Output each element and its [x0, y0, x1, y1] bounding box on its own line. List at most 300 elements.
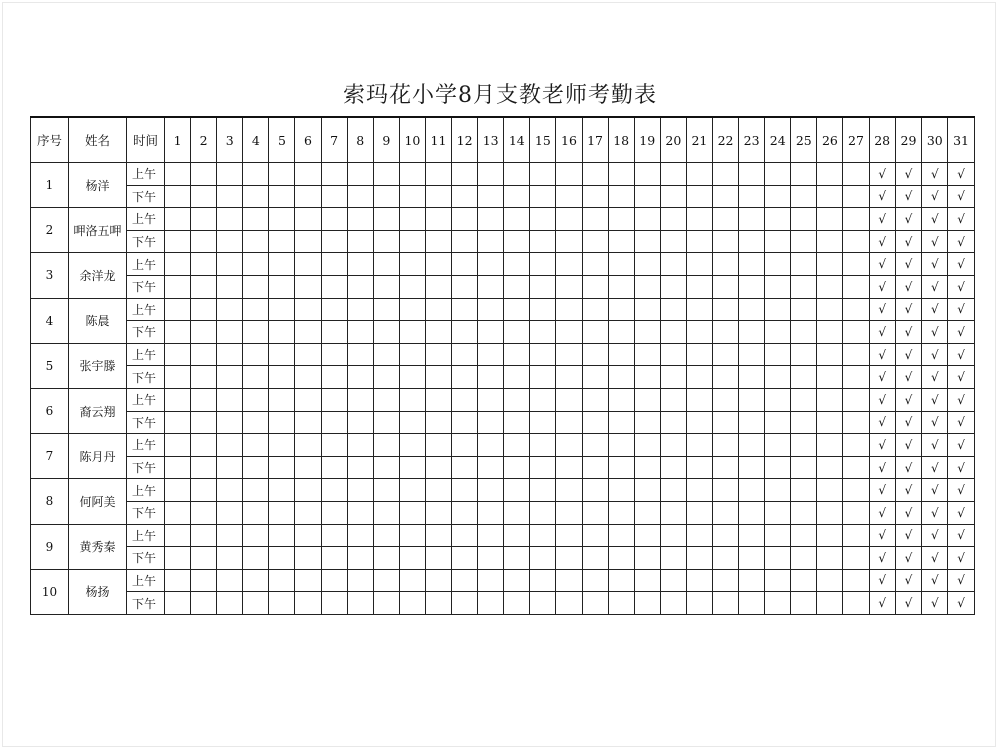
attendance-cell — [269, 298, 295, 321]
attendance-cell — [165, 253, 191, 276]
teacher-seq: 7 — [31, 434, 69, 479]
table-row — [31, 298, 975, 321]
teacher-name: 杨扬 — [69, 569, 127, 614]
attendance-cell — [347, 298, 373, 321]
attendance-cell — [243, 366, 269, 389]
attendance-cell — [243, 321, 269, 344]
table-row — [31, 501, 975, 524]
attendance-cell — [582, 592, 608, 615]
attendance-cell — [660, 321, 686, 344]
attendance-cell — [530, 298, 556, 321]
attendance-cell — [608, 343, 634, 366]
attendance-cell — [739, 547, 765, 570]
attendance-check: √ — [948, 569, 974, 592]
attendance-check: √ — [948, 388, 974, 411]
attendance-check: √ — [922, 411, 948, 434]
attendance-cell — [347, 479, 373, 502]
attendance-cell — [347, 569, 373, 592]
attendance-cell — [269, 321, 295, 344]
attendance-cell — [686, 524, 712, 547]
attendance-cell — [269, 524, 295, 547]
attendance-cell — [243, 185, 269, 208]
attendance-cell — [817, 163, 843, 186]
attendance-check: √ — [895, 592, 921, 615]
attendance-cell — [321, 321, 347, 344]
attendance-cell — [765, 434, 791, 457]
attendance-cell — [425, 208, 451, 231]
attendance-cell — [321, 434, 347, 457]
attendance-cell — [739, 592, 765, 615]
attendance-cell — [843, 524, 869, 547]
teacher-seq: 6 — [31, 388, 69, 433]
attendance-cell — [191, 343, 217, 366]
attendance-cell — [843, 163, 869, 186]
attendance-cell — [530, 230, 556, 253]
attendance-cell — [373, 298, 399, 321]
attendance-cell — [243, 434, 269, 457]
attendance-cell — [165, 479, 191, 502]
attendance-cell — [269, 366, 295, 389]
attendance-cell — [452, 388, 478, 411]
attendance-cell — [373, 366, 399, 389]
attendance-cell — [686, 592, 712, 615]
attendance-check: √ — [869, 434, 895, 457]
attendance-cell — [843, 366, 869, 389]
attendance-cell — [660, 547, 686, 570]
attendance-cell — [712, 163, 738, 186]
attendance-cell — [712, 366, 738, 389]
attendance-cell — [243, 230, 269, 253]
attendance-cell — [634, 230, 660, 253]
attendance-cell — [686, 298, 712, 321]
attendance-cell — [217, 208, 243, 231]
attendance-cell — [373, 388, 399, 411]
attendance-cell — [791, 366, 817, 389]
period-label: 下午 — [127, 411, 165, 434]
attendance-cell — [165, 208, 191, 231]
attendance-cell — [504, 456, 530, 479]
attendance-cell — [686, 343, 712, 366]
attendance-cell — [582, 275, 608, 298]
attendance-check: √ — [948, 163, 974, 186]
attendance-cell — [791, 321, 817, 344]
attendance-cell — [608, 321, 634, 344]
attendance-cell — [243, 388, 269, 411]
attendance-cell — [712, 230, 738, 253]
attendance-cell — [660, 163, 686, 186]
attendance-cell — [373, 208, 399, 231]
attendance-cell — [269, 275, 295, 298]
attendance-cell — [608, 434, 634, 457]
attendance-cell — [660, 569, 686, 592]
attendance-cell — [817, 208, 843, 231]
attendance-cell — [321, 253, 347, 276]
attendance-check: √ — [869, 479, 895, 502]
attendance-cell — [165, 343, 191, 366]
attendance-check: √ — [922, 321, 948, 344]
teacher-name: 呷洛五呷 — [69, 208, 127, 253]
teacher-seq: 2 — [31, 208, 69, 253]
attendance-check: √ — [922, 501, 948, 524]
attendance-check: √ — [922, 230, 948, 253]
attendance-check: √ — [869, 343, 895, 366]
attendance-cell — [347, 185, 373, 208]
attendance-check: √ — [948, 592, 974, 615]
attendance-cell — [686, 388, 712, 411]
period-label: 上午 — [127, 208, 165, 231]
attendance-cell — [295, 569, 321, 592]
header-day: 21 — [686, 117, 712, 163]
attendance-cell — [765, 208, 791, 231]
attendance-cell — [556, 592, 582, 615]
attendance-cell — [191, 298, 217, 321]
attendance-cell — [530, 253, 556, 276]
attendance-cell — [217, 479, 243, 502]
header-day: 24 — [765, 117, 791, 163]
attendance-cell — [347, 524, 373, 547]
attendance-cell — [843, 434, 869, 457]
attendance-cell — [608, 253, 634, 276]
period-label: 下午 — [127, 456, 165, 479]
attendance-cell — [791, 343, 817, 366]
attendance-cell — [321, 343, 347, 366]
attendance-cell — [295, 547, 321, 570]
attendance-cell — [191, 163, 217, 186]
header-day: 25 — [791, 117, 817, 163]
attendance-cell — [530, 163, 556, 186]
attendance-cell — [165, 524, 191, 547]
attendance-cell — [217, 321, 243, 344]
header-day: 20 — [660, 117, 686, 163]
attendance-check: √ — [895, 479, 921, 502]
attendance-cell — [582, 321, 608, 344]
attendance-check: √ — [922, 547, 948, 570]
attendance-cell — [321, 388, 347, 411]
header-day: 18 — [608, 117, 634, 163]
header-day: 4 — [243, 117, 269, 163]
attendance-check: √ — [869, 208, 895, 231]
teacher-seq: 10 — [31, 569, 69, 614]
teacher-name: 陈晨 — [69, 298, 127, 343]
attendance-cell — [165, 230, 191, 253]
attendance-cell — [556, 434, 582, 457]
attendance-cell — [425, 501, 451, 524]
teacher-seq: 5 — [31, 343, 69, 388]
attendance-cell — [556, 366, 582, 389]
attendance-check: √ — [922, 163, 948, 186]
attendance-cell — [478, 411, 504, 434]
attendance-cell — [399, 321, 425, 344]
attendance-cell — [347, 343, 373, 366]
attendance-cell — [739, 253, 765, 276]
header-day: 3 — [217, 117, 243, 163]
attendance-check: √ — [869, 230, 895, 253]
header-day: 28 — [869, 117, 895, 163]
attendance-cell — [165, 456, 191, 479]
attendance-cell — [791, 592, 817, 615]
attendance-check: √ — [922, 253, 948, 276]
attendance-cell — [660, 388, 686, 411]
table-row — [31, 253, 975, 276]
attendance-cell — [712, 547, 738, 570]
attendance-cell — [530, 275, 556, 298]
attendance-cell — [165, 185, 191, 208]
attendance-cell — [295, 479, 321, 502]
attendance-cell — [660, 479, 686, 502]
attendance-cell — [843, 298, 869, 321]
attendance-cell — [269, 185, 295, 208]
attendance-cell — [765, 456, 791, 479]
attendance-check: √ — [922, 479, 948, 502]
attendance-cell — [478, 163, 504, 186]
attendance-cell — [634, 321, 660, 344]
header-day: 7 — [321, 117, 347, 163]
period-label: 下午 — [127, 185, 165, 208]
attendance-cell — [817, 343, 843, 366]
attendance-cell — [817, 524, 843, 547]
header-day: 26 — [817, 117, 843, 163]
teacher-name: 余洋龙 — [69, 253, 127, 298]
period-label: 上午 — [127, 434, 165, 457]
attendance-cell — [269, 501, 295, 524]
attendance-cell — [712, 321, 738, 344]
attendance-check: √ — [922, 208, 948, 231]
attendance-cell — [452, 547, 478, 570]
header-day: 5 — [269, 117, 295, 163]
attendance-cell — [660, 501, 686, 524]
header-day: 9 — [373, 117, 399, 163]
attendance-cell — [399, 388, 425, 411]
attendance-cell — [425, 298, 451, 321]
header-day: 13 — [478, 117, 504, 163]
attendance-cell — [321, 208, 347, 231]
attendance-cell — [478, 501, 504, 524]
attendance-cell — [765, 163, 791, 186]
attendance-cell — [217, 411, 243, 434]
attendance-cell — [739, 185, 765, 208]
attendance-cell — [504, 592, 530, 615]
attendance-cell — [504, 366, 530, 389]
attendance-cell — [556, 569, 582, 592]
header-day: 19 — [634, 117, 660, 163]
attendance-cell — [217, 524, 243, 547]
attendance-cell — [582, 524, 608, 547]
attendance-cell — [295, 456, 321, 479]
teacher-name: 杨洋 — [69, 163, 127, 208]
attendance-cell — [478, 479, 504, 502]
attendance-cell — [452, 569, 478, 592]
attendance-cell — [504, 479, 530, 502]
attendance-cell — [582, 343, 608, 366]
attendance-cell — [373, 185, 399, 208]
period-label: 上午 — [127, 298, 165, 321]
attendance-cell — [660, 592, 686, 615]
attendance-cell — [243, 479, 269, 502]
attendance-cell — [191, 388, 217, 411]
attendance-cell — [634, 163, 660, 186]
attendance-cell — [217, 434, 243, 457]
attendance-cell — [295, 185, 321, 208]
attendance-cell — [582, 456, 608, 479]
attendance-cell — [243, 275, 269, 298]
attendance-cell — [452, 163, 478, 186]
attendance-cell — [556, 411, 582, 434]
header-day: 1 — [165, 117, 191, 163]
attendance-check: √ — [869, 569, 895, 592]
attendance-cell — [817, 434, 843, 457]
attendance-cell — [478, 230, 504, 253]
attendance-cell — [399, 592, 425, 615]
attendance-check: √ — [948, 456, 974, 479]
attendance-cell — [295, 592, 321, 615]
attendance-check: √ — [922, 343, 948, 366]
attendance-cell — [634, 388, 660, 411]
attendance-cell — [791, 185, 817, 208]
attendance-cell — [452, 366, 478, 389]
attendance-cell — [530, 524, 556, 547]
attendance-cell — [243, 524, 269, 547]
teacher-name: 裔云翔 — [69, 388, 127, 433]
attendance-cell — [530, 185, 556, 208]
attendance-cell — [295, 501, 321, 524]
attendance-cell — [530, 388, 556, 411]
attendance-cell — [817, 321, 843, 344]
attendance-cell — [791, 253, 817, 276]
attendance-cell — [478, 343, 504, 366]
attendance-cell — [321, 479, 347, 502]
attendance-cell — [634, 592, 660, 615]
attendance-cell — [608, 501, 634, 524]
attendance-cell — [504, 321, 530, 344]
attendance-cell — [843, 501, 869, 524]
period-label: 下午 — [127, 592, 165, 615]
attendance-cell — [478, 388, 504, 411]
attendance-cell — [686, 411, 712, 434]
attendance-cell — [321, 366, 347, 389]
attendance-cell — [686, 275, 712, 298]
attendance-cell — [712, 456, 738, 479]
attendance-cell — [530, 343, 556, 366]
attendance-cell — [817, 547, 843, 570]
attendance-cell — [478, 524, 504, 547]
attendance-cell — [269, 569, 295, 592]
attendance-cell — [686, 501, 712, 524]
attendance-cell — [843, 230, 869, 253]
attendance-check: √ — [869, 388, 895, 411]
attendance-cell — [843, 569, 869, 592]
header-seq: 序号 — [31, 117, 69, 163]
attendance-cell — [582, 479, 608, 502]
attendance-check: √ — [869, 592, 895, 615]
attendance-cell — [582, 501, 608, 524]
attendance-cell — [582, 388, 608, 411]
attendance-cell — [765, 388, 791, 411]
attendance-cell — [556, 253, 582, 276]
attendance-cell — [556, 321, 582, 344]
attendance-cell — [321, 501, 347, 524]
header-day: 29 — [895, 117, 921, 163]
attendance-cell — [295, 208, 321, 231]
attendance-cell — [712, 434, 738, 457]
attendance-check: √ — [869, 163, 895, 186]
attendance-cell — [165, 434, 191, 457]
attendance-check: √ — [948, 298, 974, 321]
attendance-cell — [660, 208, 686, 231]
attendance-cell — [504, 547, 530, 570]
attendance-cell — [373, 569, 399, 592]
attendance-check: √ — [922, 524, 948, 547]
attendance-check: √ — [948, 185, 974, 208]
attendance-cell — [712, 343, 738, 366]
attendance-cell — [321, 230, 347, 253]
attendance-cell — [269, 456, 295, 479]
table-row — [31, 547, 975, 570]
attendance-cell — [634, 547, 660, 570]
attendance-cell — [765, 185, 791, 208]
attendance-cell — [660, 230, 686, 253]
attendance-cell — [530, 321, 556, 344]
attendance-cell — [373, 456, 399, 479]
attendance-cell — [504, 501, 530, 524]
attendance-cell — [686, 230, 712, 253]
attendance-cell — [608, 569, 634, 592]
attendance-cell — [373, 501, 399, 524]
attendance-cell — [791, 208, 817, 231]
attendance-cell — [295, 298, 321, 321]
attendance-cell — [817, 456, 843, 479]
attendance-cell — [269, 163, 295, 186]
attendance-cell — [295, 275, 321, 298]
attendance-check: √ — [869, 321, 895, 344]
attendance-cell — [217, 366, 243, 389]
attendance-cell — [347, 275, 373, 298]
attendance-cell — [191, 275, 217, 298]
attendance-check: √ — [948, 321, 974, 344]
attendance-cell — [191, 321, 217, 344]
attendance-check: √ — [869, 456, 895, 479]
attendance-cell — [243, 547, 269, 570]
table-row — [31, 163, 975, 186]
attendance-cell — [712, 208, 738, 231]
attendance-cell — [478, 185, 504, 208]
attendance-cell — [321, 275, 347, 298]
attendance-cell — [608, 479, 634, 502]
attendance-check: √ — [948, 547, 974, 570]
attendance-cell — [817, 569, 843, 592]
attendance-cell — [817, 388, 843, 411]
attendance-check: √ — [895, 388, 921, 411]
attendance-cell — [791, 411, 817, 434]
attendance-cell — [217, 185, 243, 208]
attendance-cell — [817, 592, 843, 615]
attendance-cell — [686, 185, 712, 208]
attendance-cell — [504, 343, 530, 366]
header-day: 6 — [295, 117, 321, 163]
attendance-cell — [217, 230, 243, 253]
header-row — [31, 117, 975, 163]
period-label: 上午 — [127, 524, 165, 547]
attendance-cell — [765, 569, 791, 592]
attendance-cell — [765, 230, 791, 253]
attendance-cell — [295, 524, 321, 547]
attendance-cell — [739, 321, 765, 344]
attendance-cell — [269, 230, 295, 253]
attendance-cell — [582, 547, 608, 570]
attendance-cell — [478, 253, 504, 276]
attendance-cell — [765, 275, 791, 298]
attendance-cell — [712, 411, 738, 434]
attendance-check: √ — [869, 501, 895, 524]
